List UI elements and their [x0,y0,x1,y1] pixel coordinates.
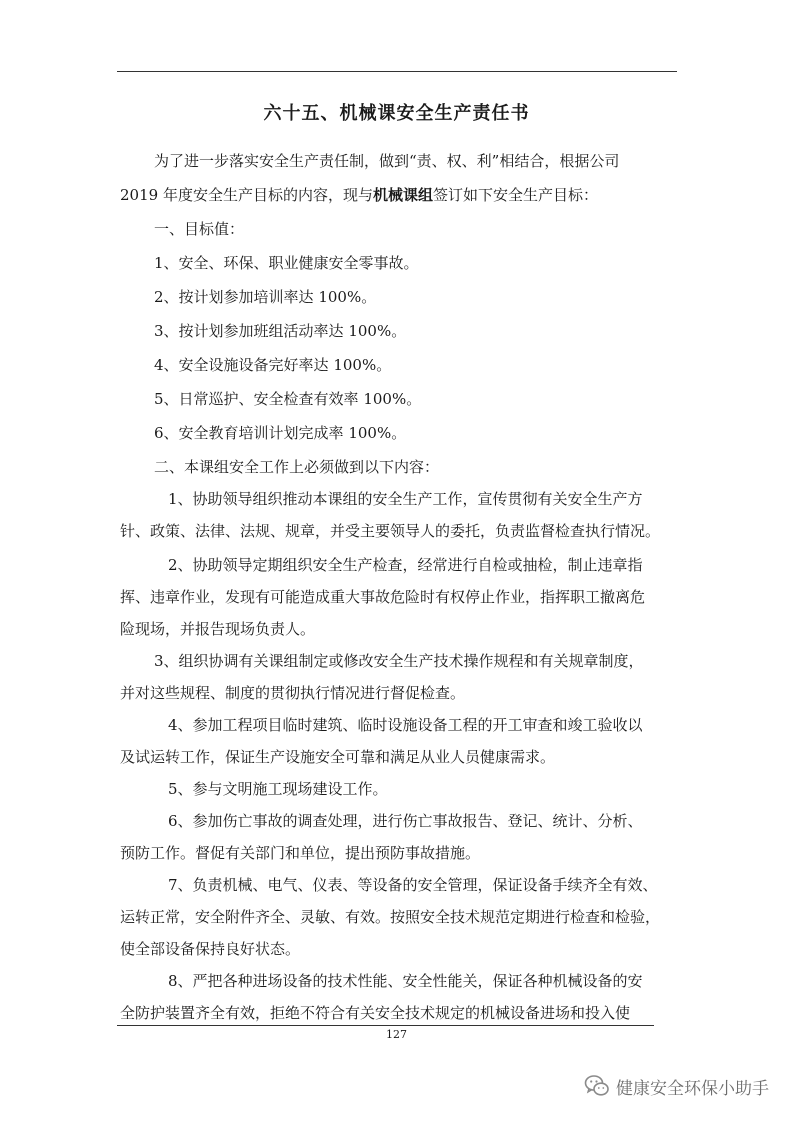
duty-line: 挥、违章作业，发现有可能造成重大事故危险时有权停止作业，指挥职工撤离危 [120,588,646,606]
target-item: 1、安全、环保、职业健康安全零事故。 [154,254,419,272]
duty-line: 5、参与文明施工现场建设工作。 [168,780,388,798]
document-title: 六十五、机械课安全生产责任书 [263,103,530,124]
duty-line: 1、协助领导组织推动本课组的安全生产工作，宣传贯彻有关安全生产方 [168,490,643,508]
page-number: 127 [386,1028,407,1041]
section-2-heading: 二、本课组安全工作上必须做到以下内容： [154,458,440,476]
duty-line: 4、参加工程项目临时建筑、临时设施设备工程的开工审查和竣工验收以 [168,716,643,734]
target-item: 6、安全教育培训计划完成率 100%。 [154,424,407,442]
intro-line-2-pre: 2019 年度安全生产目标的内容，现与 [120,186,373,204]
duty-line: 运转正常，安全附件齐全、灵敏、有效。按照安全技术规范定期进行检查和检验， [120,908,661,926]
duty-line: 使全部设备保持良好状态。 [120,940,301,958]
duty-line: 及试运转工作，保证生产设施安全可靠和满足从业人员健康需求。 [120,748,556,766]
target-item: 3、按计划参加班组活动率达 100%。 [154,322,407,340]
duty-line: 并对这些规程、制度的贯彻执行情况进行督促检查。 [120,684,466,702]
duty-line: 8、严把各种进场设备的技术性能、安全性能关，保证各种机械设备的安 [168,972,643,990]
duty-line: 全防护装置齐全有效，拒绝不符合有关安全技术规定的机械设备进场和投入使 [120,1004,631,1022]
intro-line-1: 为了进一步落实安全生产责任制，做到“责、权、利”相结合，根据公司 [154,152,620,170]
target-item: 4、安全设施设备完好率达 100%。 [154,356,392,374]
duty-line: 2、协助领导定期组织安全生产检查，经常进行自检或抽检，制止违章指 [168,556,643,574]
intro-line-2 [120,184,598,205]
header-rule [117,71,677,72]
section-1-heading: 一、目标值： [154,220,245,238]
watermark-text: 健康安全环保小助手 [616,1078,769,1099]
watermark [584,1073,769,1099]
intro-line-2-post: 签订如下安全生产目标： [432,186,598,204]
duty-line: 预防工作。督促有关部门和单位，提出预防事故措施。 [120,844,481,862]
team-name: 机械课组 [372,186,433,204]
target-item: 2、按计划参加培训率达 100%。 [154,288,377,306]
footer-rule [117,1025,654,1026]
duty-line: 险现场，并报告现场负责人。 [120,620,316,638]
duty-line: 6、参加伤亡事故的调查处理，进行伤亡事故报告、登记、统计、分析、 [168,812,643,830]
wechat-icon [584,1073,610,1099]
duty-line: 7、负责机械、电气、仪表、等设备的安全管理，保证设备手续齐全有效、 [168,876,658,894]
duty-line: 针、政策、法律、法规、规章，并受主要领导人的委托，负责监督检查执行情况。 [120,522,661,540]
duty-line: 3、组织协调有关课组制定或修改安全生产技术操作规程和有关规章制度， [154,652,644,670]
target-item: 5、日常巡护、安全检查有效率 100%。 [154,390,422,408]
